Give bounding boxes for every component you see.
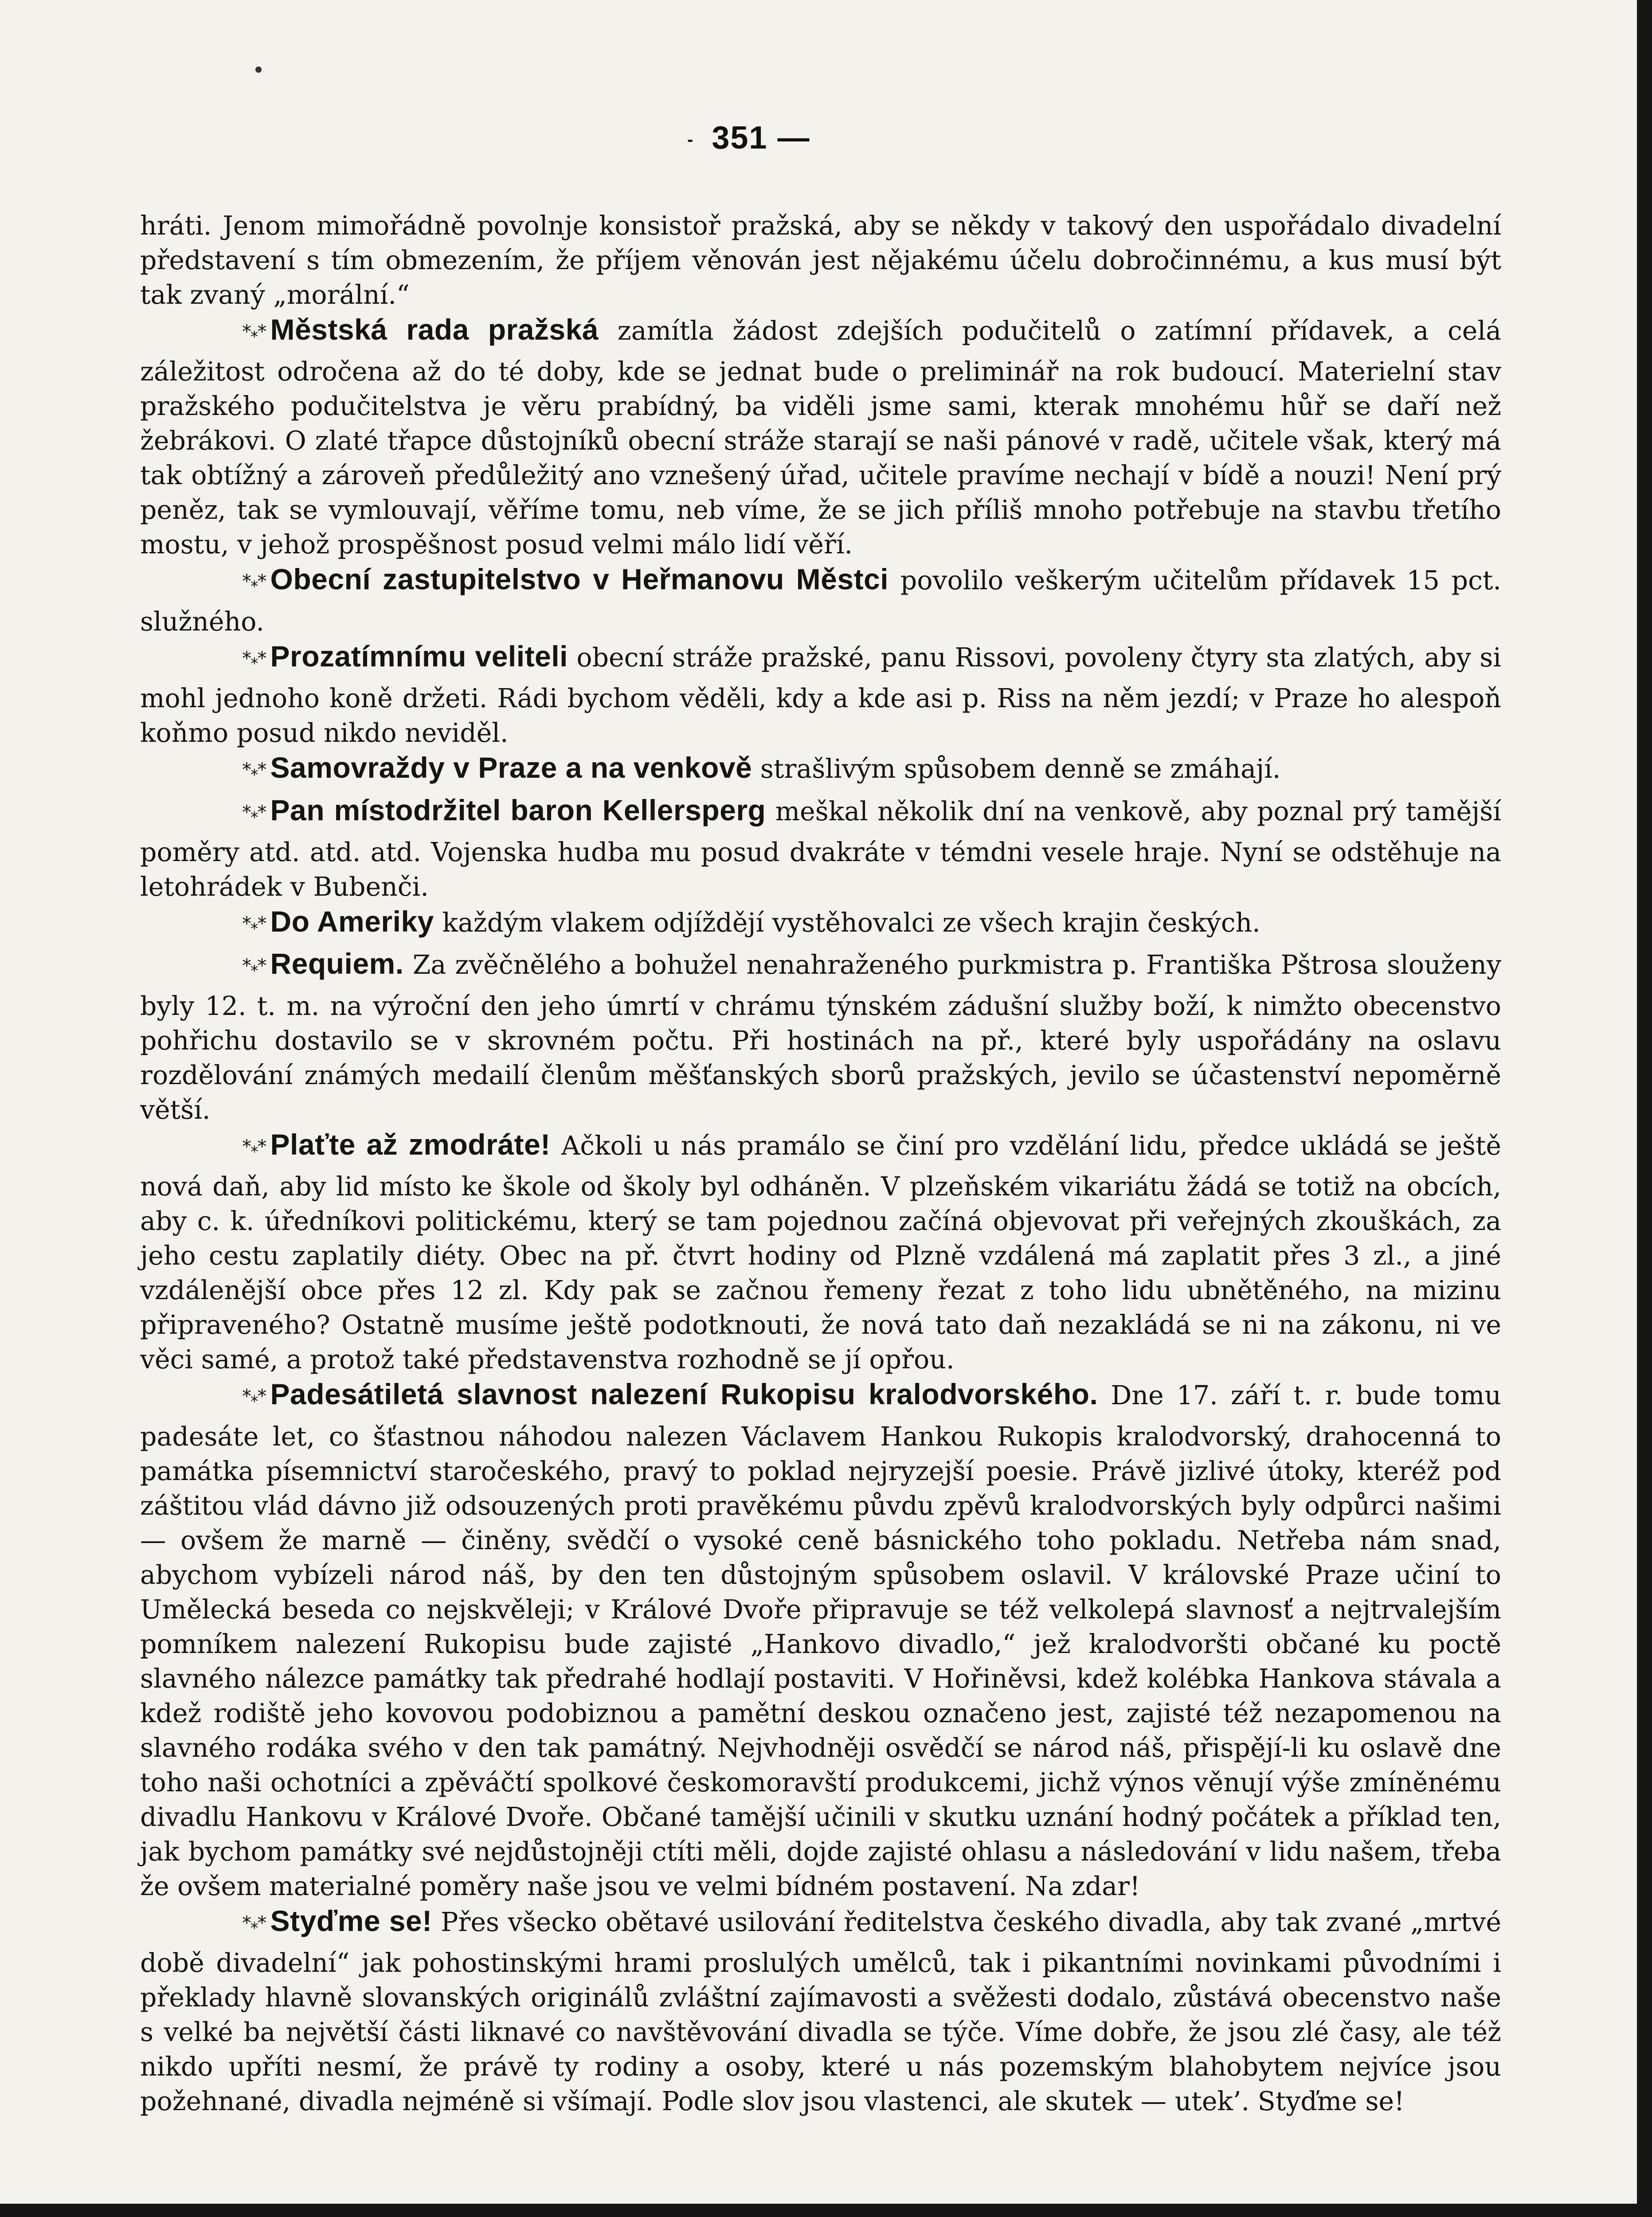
news-item-text: obecní stráže pražské, panu Rissovi, povoleny čtyry sta zlatých, aby si mohl jednoho koně držeti. Rádi bychom věděli, kdy a kde asi p. Riss na něm jezdí; v Praze ho alespoň koňmo posud nikdo neviděl.: [140, 642, 1501, 748]
page-header: - 351 —: [687, 120, 810, 156]
ink-spot: [255, 67, 262, 73]
news-item-text: každým vlakem odjíždějí vystěhovalci ze všech krajin českých.: [442, 907, 1261, 938]
news-item: [140, 1127, 1501, 1377]
page-number: 351: [712, 120, 768, 156]
news-item-text: Za zvěčnělého a bohužel nenahraženého purkmistra p. Františka Pštrosa slouženy byly 12. t. m. na výroční den jeho úmrtí v chrámu týnském zádušní služby boží, k nimžto obecenstvo pohřichu dostavilo se v skrovném počtu. Při hostinách na př., které byly uspořádány na oslavu rozdělování známých medailí členům měšťanských sborů pražských, jevilo se účastenství nepoměrně větší.: [140, 950, 1501, 1125]
news-item-heading: Samovraždy v Praze a na venkově: [270, 751, 752, 784]
news-item: [140, 312, 1501, 562]
news-item-text: Dne 17. září t. r. bude tomu padesáte let, co šťastnou náhodou nalezen Václavem Hankou Rukopis kralodvorský, drahocenná to památka písemnictví staročeského, pravý to poklad nejryzejší poesie. Právě jizlivé útoky, kteréž pod záštitou vlád dávno již odsouzených proti pravěkému půvdu zpěvů kralodvorských byly odpůrci našimi — ovšem že marně — činěny, svědčí o vysoké ceně básnického toho pokladu. Netřeba nám snad, abychom vybízeli národ náš, by den ten důstojným spůsobem oslavil. V královské Praze učiní to Umělecká beseda co nejskvěleji; v Králové Dvoře připravuje se též velkolepá slavnosť a nejtrvalejším pomníkem nalezení Rukopisu bude zajisté „Hankovo divadlo,“ jež kralodvoršti občané ku poctě slavného nálezce památky tak předrahé hodlají postaviti. V Hořiněvsi, kdež kolébka Hankova stávala a kdež rodiště jeho kovovou podobiznou a pamětní deskou označeno jest, zajisté též nezapomenou na slavného rodáka svého v den tak památný. Nejvhodněji osvědčí se národ náš, přispějí-li ku oslavě dne toho naši ochotníci a zpěváčtí spolkové českomoravští produkcemi, jichž výnos věnují výše zmíněnému divadlu Hankovu v Králové Dvoře. Občané tamější učinili v skutku uznání hodný počátek a příklad ten, jak bychom památky své nejdůstojněji ctíti měli, dojde zajisté ohlasu a následování v lidu našem, třeba že ovšem materialné poměry naše jsou ve velmi bídném postavení. Na zdar!: [140, 1380, 1501, 1901]
news-item-text: zamítla žádost zdejších podučitelů o zatímní přídavek, a celá záležitost odročena až do té doby, kde se jednat bude o preliminář na rok budoucí. Materielní stav pražského podučitelstva je věru prabídný, ba viděli jsme sami, kterak mnohému hůř se daří než žebrákovi. O zlaté třapce důstojníků obecní stráže starají se naši pánové v radě, učitele však, který má tak obtížný a zároveň předůležitý ano vznešený úřad, učitele pravíme nechají v bídě a nouzi! Není prý peněz, tak se vymlouvají, věříme tomu, neb víme, že se jich příliš mnoho potřebuje na stavbu třetího mostu, v jehož prospěšnost posud velmi málo lidí věří.: [140, 316, 1501, 560]
news-item-heading: Městská rada pražská: [270, 313, 599, 346]
news-item-heading: Requiem.: [270, 947, 404, 980]
news-item-text: strašlivým spůsobem denně se zmáhají.: [760, 754, 1281, 784]
asterism-icon: $*_**$: [242, 759, 266, 784]
asterism-icon: $*_**$: [242, 1911, 266, 1937]
news-item-text: Přes všecko obětavé usilování ředitelstva českého divadla, aby tak zvané „mrtvé době divadelní“ jak pohostinskými hrami proslulých umělců, tak i pikantními novinkami původními i překlady hlavně slovanských originálů zvláštní zajímavosti a svěžesti dodalo, zůstává obecenstvo naše s velké ba největší části liknavé co navštěvování divadla se týče. Víme dobře, že jsou zlé časy, ale též nikdo upříti nesmí, že právě ty rodiny a osoby, které u nás pozemským blahobytem nejvíce jsou požehnané, divadla nejméně si všímají. Podle slov jsou vlastenci, ale skutek — utek’. Styďme se!: [140, 1907, 1501, 2116]
news-item-heading: Prozatímnímu veliteli: [270, 639, 568, 673]
asterism-icon: $*_**$: [242, 321, 266, 346]
news-item: [140, 1904, 1501, 2119]
paragraph-text: hráti. Jenom mimořádně povolnje konsistoř pražská, aby se někdy v takový den uspořádalo divadelní představení s tím obmezením, že příjem věnován jest nějakému účelu dobročinnému, a kus musí být tak zvaný „morální.“: [140, 211, 1501, 310]
asterism-icon: $*_**$: [242, 1135, 266, 1161]
asterism-icon: $*_**$: [242, 801, 266, 826]
news-item-heading: Padesátiletá slavnost nalezení Rukopisu kralodvorského.: [270, 1378, 1098, 1411]
news-item-heading: Do Ameriky: [270, 905, 434, 938]
news-item: [140, 946, 1501, 1127]
news-item: [140, 562, 1501, 638]
asterism-icon: $*_**$: [242, 912, 266, 938]
news-item-text: povolilo veškerým učitelům přídavek 15 pct. služného.: [140, 565, 1501, 637]
scan-border-right: [1637, 0, 1652, 2217]
article-column: [140, 208, 1501, 2119]
paragraph-continuation: [140, 208, 1501, 312]
asterism-icon: $*_**$: [242, 570, 266, 596]
news-item-text: Ačkoli u nás pramálo se činí pro vzdělání lidu, předce ukládá se ještě nová daň, aby lid místo ke škole od školy byl odháněn. V plzeňském vikariátu žádá se totiž na obcích, aby c. k. úředníkovi politickému, který se tam pojednou začíná objevovat při veřejných zkouškách, za jeho cestu zaplatily diéty. Obec na př. čtvrt hodiny od Plzně vzdálená má zaplatit přes 3 zl., a jiné vzdálenější obce přes 12 zl. Kdy pak se začnou řemeny řezat z toho lidu ubnětěného, na mizinu připraveného? Ostatně musíme ještě podotknouti, že nová tato daň nezakládá se ni na zákonu, ni ve věci samé, a protož také představenstva rozhodně se jí opřou.: [140, 1130, 1501, 1375]
asterism-icon: $*_**$: [242, 955, 266, 980]
asterism-icon: $*_**$: [242, 1385, 266, 1411]
news-item: [140, 750, 1501, 792]
news-item: [140, 793, 1501, 904]
scan-border-bottom: [0, 2204, 1652, 2217]
news-item-heading: Styďme se!: [270, 1904, 432, 1937]
news-item-heading: Obecní zastupitelstvo v Heřmanovu Městci: [270, 563, 889, 596]
news-item: [140, 1377, 1501, 1903]
news-item-heading: Plaťte až zmodráte!: [270, 1128, 551, 1161]
news-item: [140, 639, 1501, 750]
news-item: [140, 904, 1501, 946]
asterism-icon: $*_**$: [242, 647, 266, 673]
news-item-heading: Pan místodržitel baron Kellersperg: [270, 793, 766, 826]
news-item-text: meškal několik dní na venkově, aby poznal prý tamější poměry atd. atd. atd. Vojenska hudba mu posud dvakráte v témdni vesele hraje. Nyní se odstěhuje na letohrádek v Bubenči.: [140, 796, 1501, 902]
